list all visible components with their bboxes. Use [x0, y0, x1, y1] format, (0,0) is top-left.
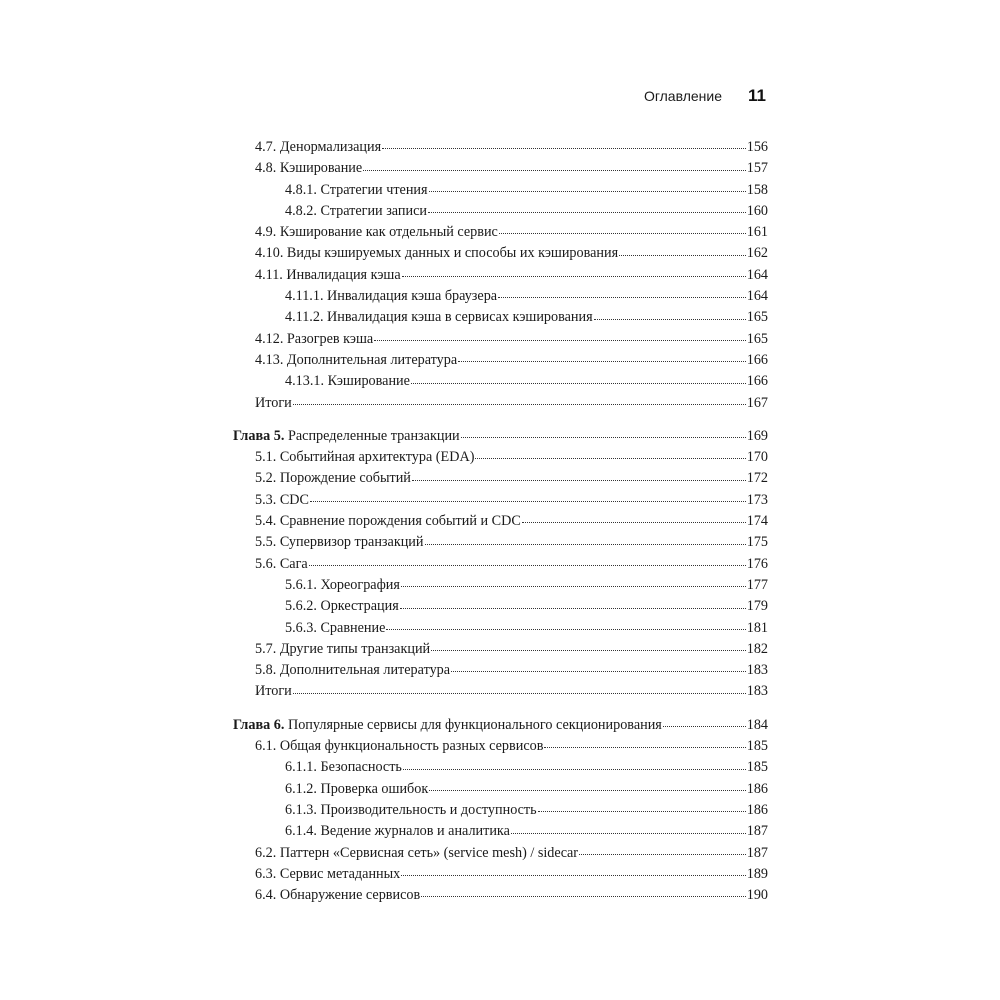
toc-page-number: 165 — [746, 309, 768, 326]
toc-entry-title: 6.1.2. Проверка ошибок — [285, 780, 429, 797]
dot-leader — [293, 693, 746, 694]
dot-leader — [401, 875, 745, 876]
toc-page-number: 185 — [746, 759, 768, 776]
toc-entry — [233, 329, 768, 350]
toc-page-number: 156 — [746, 139, 768, 155]
toc-entry — [233, 490, 768, 511]
toc-page-number: 172 — [746, 470, 768, 487]
running-title: Оглавление — [643, 88, 723, 104]
toc-page-number: 176 — [746, 555, 768, 572]
toc-entry — [233, 864, 768, 885]
toc-page-number: 160 — [746, 202, 768, 219]
toc-entry-title: 4.8.1. Стратегии чтения — [285, 181, 428, 198]
toc-entry-title: Итоги — [255, 683, 292, 700]
toc-entry — [233, 843, 768, 864]
dot-leader — [429, 191, 746, 192]
dot-leader — [498, 297, 746, 298]
toc-page-number: 186 — [746, 780, 768, 797]
toc-entry-title: 6.2. Паттерн «Сервисная сеть» (service mesh) / sidecar — [255, 844, 579, 861]
toc-entry-title: 5.5. Супервизор транзакций — [255, 534, 424, 551]
toc-page-number: 179 — [746, 598, 768, 615]
chapter-title: Распределенные транзакции — [287, 427, 460, 444]
toc-page-number: 162 — [746, 245, 768, 262]
toc-entry-title: 6.1. Общая функциональность разных сервисов — [255, 738, 544, 755]
toc-chapter-entry — [233, 426, 768, 447]
dot-leader — [374, 340, 746, 341]
toc-page-number: 183 — [746, 662, 768, 679]
toc-page-number: 185 — [746, 738, 768, 755]
toc-entry-title: 6.1.1. Безопасность — [285, 759, 402, 776]
toc-page-number: 174 — [746, 513, 768, 530]
toc-entry — [233, 554, 768, 575]
toc-page-number: 164 — [746, 288, 768, 305]
toc-entry — [233, 681, 768, 702]
dot-leader — [619, 255, 746, 256]
dot-leader — [594, 319, 746, 320]
dot-leader — [522, 522, 746, 523]
toc-entry — [233, 736, 768, 757]
toc-entry-title: 5.2. Порождение событий — [255, 470, 411, 487]
toc-entry-title: 4.11.1. Инвалидация кэша браузера — [285, 288, 498, 305]
toc-entry — [233, 201, 768, 222]
dot-leader — [538, 811, 746, 812]
toc-entry-title: 4.10. Виды кэшируемых данных и способы их кэширования — [255, 245, 619, 262]
toc-entry — [233, 371, 768, 392]
toc-entry-title: 6.1.3. Производительность и доступность — [285, 801, 537, 818]
toc-page-number: 183 — [746, 683, 768, 700]
dot-leader — [458, 361, 746, 362]
toc-entry — [233, 286, 768, 307]
dot-leader — [499, 233, 746, 234]
toc-entry — [233, 180, 768, 201]
toc-page-number: 177 — [746, 576, 768, 593]
toc-entry — [233, 821, 768, 842]
table-of-contents — [233, 137, 768, 906]
toc-entry-title — [233, 715, 662, 736]
toc-page-number: 189 — [746, 865, 768, 882]
dot-leader — [412, 480, 746, 481]
dot-leader — [403, 769, 746, 770]
chapter-label: Глава 5. — [233, 427, 285, 444]
running-head — [644, 86, 766, 106]
toc-entry — [233, 779, 768, 800]
toc-entry — [233, 511, 768, 532]
dot-leader — [310, 501, 746, 502]
dot-leader — [293, 404, 746, 405]
toc-page-number: 187 — [746, 844, 768, 861]
toc-chapter-entry — [233, 715, 768, 736]
toc-entry-title: 4.13.1. Кэширование — [285, 373, 410, 390]
toc-entry-title: 6.3. Сервис метаданных — [255, 865, 401, 882]
toc-entry — [233, 222, 768, 243]
toc-entry-title: 4.8. Кэширование — [255, 160, 363, 177]
toc-entry — [233, 532, 768, 553]
toc-entry-title: 4.13. Дополнительная литература — [255, 351, 458, 368]
toc-page-number: 175 — [746, 534, 768, 551]
dot-leader — [428, 212, 746, 213]
dot-leader — [475, 458, 745, 459]
toc-page-number: 166 — [746, 373, 768, 390]
toc-entry — [233, 660, 768, 681]
toc-entry — [233, 393, 768, 414]
toc-entry-title: 5.6.2. Оркестрация — [285, 598, 399, 615]
toc-entry-title: 5.6.3. Сравнение — [285, 619, 386, 636]
toc-entry-title: 6.1.4. Ведение журналов и аналитика — [285, 823, 510, 840]
dot-leader — [431, 650, 746, 651]
toc-entry-title: 5.8. Дополнительная литература — [255, 662, 451, 679]
toc-entry — [233, 468, 768, 489]
toc-entry-title: 4.11.2. Инвалидация кэша в сервисах кэширования — [285, 309, 593, 326]
toc-entry-title — [233, 426, 460, 447]
toc-entry — [233, 575, 768, 596]
toc-page-number: 186 — [746, 801, 768, 818]
toc-entry — [233, 639, 768, 660]
toc-group — [233, 137, 768, 414]
dot-leader — [425, 544, 746, 545]
dot-leader — [402, 276, 746, 277]
dot-leader — [309, 565, 746, 566]
toc-entry-title: 4.12. Разогрев кэша — [255, 330, 374, 347]
toc-page-number: 190 — [746, 887, 768, 904]
toc-page-number: 164 — [746, 266, 768, 283]
toc-entry — [233, 757, 768, 778]
toc-page-number: 182 — [746, 640, 768, 657]
dot-leader — [461, 437, 746, 438]
toc-page-number: 166 — [746, 351, 768, 368]
dot-leader — [511, 833, 746, 834]
toc-entry-title: 4.7. Денормализация — [255, 139, 382, 155]
toc-page-number: 167 — [746, 394, 768, 411]
toc-page-number: 184 — [746, 716, 768, 733]
toc-page-number: 161 — [746, 224, 768, 241]
toc-entry — [233, 596, 768, 617]
page-number: 11 — [748, 86, 766, 105]
toc-page-number: 173 — [746, 491, 768, 508]
dot-leader — [386, 629, 745, 630]
dot-leader — [363, 170, 746, 171]
toc-entry-title: 5.7. Другие типы транзакций — [255, 640, 431, 657]
chapter-title: Популярные сервисы для функционального секционирования — [287, 716, 662, 733]
dot-leader — [421, 896, 746, 897]
toc-entry-title: 5.1. Событийная архитектура (EDA) — [255, 449, 475, 466]
toc-page-number: 157 — [746, 160, 768, 177]
toc-page-number: 170 — [746, 449, 768, 466]
toc-entry-title: 4.11. Инвалидация кэша — [255, 266, 401, 283]
dot-leader — [401, 586, 746, 587]
toc-group — [233, 715, 768, 907]
toc-entry — [233, 137, 768, 158]
toc-page-number: 165 — [746, 330, 768, 347]
toc-entry — [233, 800, 768, 821]
toc-entry — [233, 158, 768, 179]
toc-entry — [233, 265, 768, 286]
toc-page-number: 187 — [746, 823, 768, 840]
toc-entry — [233, 350, 768, 371]
toc-entry-title: 5.6.1. Хореография — [285, 576, 400, 593]
dot-leader — [429, 790, 745, 791]
toc-entry-title: 5.4. Сравнение порождения событий и CDC — [255, 513, 521, 530]
toc-page-number: 181 — [746, 619, 768, 636]
toc-entry-title: 4.8.2. Стратегии записи — [285, 202, 427, 219]
toc-entry-title: 5.6. Сага — [255, 555, 308, 572]
toc-entry-title: 6.4. Обнаружение сервисов — [255, 887, 421, 904]
dot-leader — [544, 747, 745, 748]
dot-leader — [400, 608, 746, 609]
toc-entry-title: Итоги — [255, 394, 292, 411]
toc-entry — [233, 243, 768, 264]
chapter-label: Глава 6. — [233, 716, 285, 733]
toc-entry-title: 5.3. CDC — [255, 491, 309, 508]
toc-entry-title: 4.9. Кэширование как отдельный сервис — [255, 224, 498, 241]
dot-leader — [579, 854, 746, 855]
toc-entry — [233, 618, 768, 639]
dot-leader — [663, 726, 746, 727]
toc-page-number: 158 — [746, 181, 768, 198]
toc-entry — [233, 447, 768, 468]
toc-page-number: 169 — [746, 427, 768, 444]
dot-leader — [451, 671, 746, 672]
dot-leader — [382, 148, 746, 149]
toc-entry — [233, 307, 768, 328]
dot-leader — [411, 383, 746, 384]
toc-entry — [233, 885, 768, 906]
toc-group — [233, 426, 768, 703]
